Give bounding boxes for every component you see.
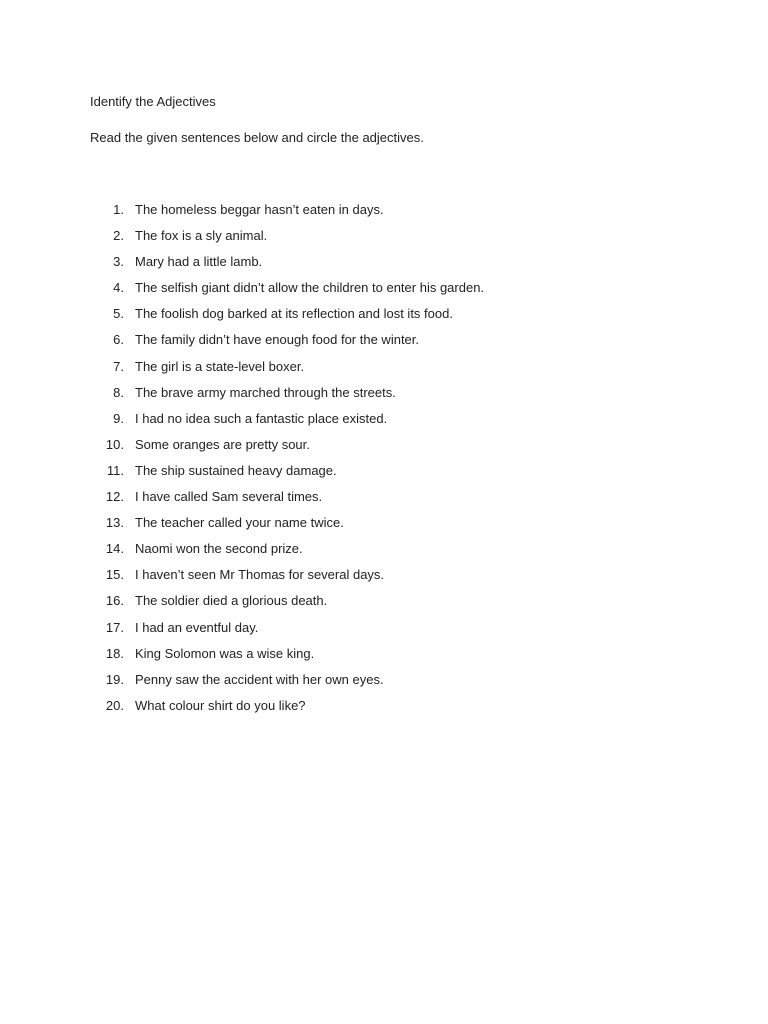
list-item — [0, 488, 768, 514]
list-item — [0, 671, 768, 697]
item-number: 13. — [105, 515, 124, 531]
item-text: Mary had a little lamb. — [135, 254, 263, 270]
list-item — [0, 462, 768, 488]
item-text: Some oranges are pretty sour. — [135, 436, 310, 452]
list-item — [0, 384, 768, 410]
item-number: 19. — [105, 671, 124, 687]
item-number: 20. — [105, 697, 124, 713]
list-item — [0, 697, 768, 723]
item-text: Penny saw the accident with her own eyes. — [135, 671, 384, 687]
item-text: The fox is a sly animal. — [135, 228, 268, 244]
item-number: 18. — [105, 645, 124, 661]
item-text: I haven’t seen Mr Thomas for several days. — [135, 567, 385, 583]
list-item — [0, 410, 768, 436]
item-number: 11. — [106, 462, 124, 478]
item-number: 17. — [105, 619, 124, 635]
list-item — [0, 358, 768, 384]
item-number: 6. — [113, 332, 124, 348]
list-item — [0, 201, 768, 227]
item-text: What colour shirt do you like? — [135, 697, 306, 713]
item-number: 8. — [113, 384, 124, 400]
item-number: 14. — [105, 541, 124, 557]
item-text: The brave army marched through the streets. — [135, 384, 396, 400]
list-item — [0, 305, 768, 331]
item-text: The ship sustained heavy damage. — [135, 462, 337, 478]
item-number: 2. — [113, 228, 124, 244]
item-text: I had no idea such a fantastic place existed. — [135, 410, 388, 426]
item-text: The soldier died a glorious death. — [135, 593, 328, 609]
item-number: 15. — [105, 567, 124, 583]
list-item — [0, 645, 768, 671]
list-item — [0, 619, 768, 645]
item-number: 3. — [113, 254, 124, 270]
item-text: The family didn’t have enough food for the winter. — [135, 332, 420, 348]
list-item — [0, 514, 768, 540]
item-text: I have called Sam several times. — [135, 489, 323, 505]
item-text: The selfish giant didn’t allow the children to enter his garden. — [135, 280, 485, 296]
list-item — [0, 331, 768, 357]
item-text: The homeless beggar hasn’t eaten in days. — [135, 202, 384, 217]
list-item — [0, 436, 768, 462]
item-number: 5. — [113, 306, 124, 322]
item-text: Naomi won the second prize. — [135, 541, 303, 557]
item-number: 12. — [105, 489, 124, 505]
item-number: 10. — [105, 436, 124, 452]
item-number: 4. — [113, 280, 124, 296]
item-number: 9. — [113, 410, 124, 426]
list-item — [0, 279, 768, 305]
list-item — [0, 540, 768, 566]
page-title: Identify the Adjectives — [90, 94, 216, 109]
item-text: The foolish dog barked at its reflection and lost its food. — [135, 306, 453, 322]
list-item — [0, 566, 768, 592]
item-text: King Solomon was a wise king. — [135, 645, 315, 661]
sentence-list — [0, 201, 768, 723]
item-text: The girl is a state-level boxer. — [135, 358, 305, 374]
item-text: I had an eventful day. — [135, 619, 259, 635]
item-text: The teacher called your name twice. — [135, 515, 344, 531]
item-number: 7. — [113, 358, 124, 374]
instructions-text: Read the given sentences below and circle the adjectives. — [90, 130, 424, 145]
item-number: 16. — [105, 593, 124, 609]
list-item — [0, 592, 768, 618]
list-item — [0, 253, 768, 279]
list-item — [0, 227, 768, 253]
item-number: 1. — [113, 202, 124, 217]
